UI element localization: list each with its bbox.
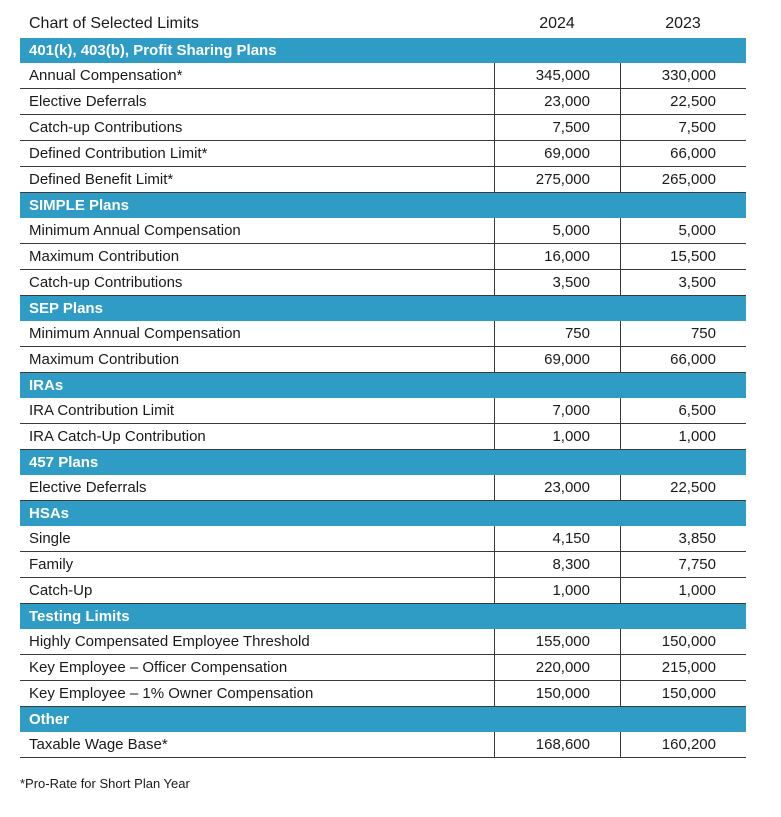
table-row bbox=[20, 115, 746, 141]
value-2024: 7,000 bbox=[494, 398, 620, 423]
value-2023: 150,000 bbox=[620, 629, 746, 654]
table-row bbox=[20, 141, 746, 167]
table-row bbox=[20, 629, 746, 655]
value-2023: 7,500 bbox=[620, 115, 746, 140]
footnote: *Pro-Rate for Short Plan Year bbox=[20, 776, 190, 791]
value-2023: 5,000 bbox=[620, 218, 746, 243]
value-2023: 265,000 bbox=[620, 167, 746, 192]
value-2024: 345,000 bbox=[494, 63, 620, 88]
value-2024: 23,000 bbox=[494, 89, 620, 114]
value-2023: 215,000 bbox=[620, 655, 746, 680]
value-2024: 69,000 bbox=[494, 141, 620, 166]
value-2024: 220,000 bbox=[494, 655, 620, 680]
column-header-2024: 2024 bbox=[539, 15, 575, 32]
value-2023: 66,000 bbox=[620, 141, 746, 166]
row-label: Maximum Contribution bbox=[29, 351, 180, 368]
value-2024: 1,000 bbox=[494, 424, 620, 449]
table-row bbox=[20, 270, 746, 296]
row-label: IRA Catch-Up Contribution bbox=[29, 428, 206, 445]
row-label: Elective Deferrals bbox=[29, 93, 147, 110]
section-header: SIMPLE Plans bbox=[20, 193, 746, 218]
value-2023: 3,850 bbox=[620, 526, 746, 551]
value-2023: 6,500 bbox=[620, 398, 746, 423]
table-row bbox=[20, 244, 746, 270]
table-row bbox=[20, 578, 746, 604]
value-2024: 3,500 bbox=[494, 270, 620, 295]
value-2024: 750 bbox=[494, 321, 620, 346]
value-2023: 7,750 bbox=[620, 552, 746, 577]
value-2024: 275,000 bbox=[494, 167, 620, 192]
table-row bbox=[20, 681, 746, 707]
table-row bbox=[20, 347, 746, 373]
column-header-2023: 2023 bbox=[665, 15, 701, 32]
table-body bbox=[20, 38, 746, 758]
row-label: Taxable Wage Base* bbox=[29, 736, 168, 753]
row-label: Highly Compensated Employee Threshold bbox=[29, 633, 310, 650]
table-row bbox=[20, 552, 746, 578]
value-2023: 22,500 bbox=[620, 89, 746, 114]
value-2024: 7,500 bbox=[494, 115, 620, 140]
row-label: Single bbox=[29, 530, 71, 547]
section-header: HSAs bbox=[20, 501, 746, 526]
table-row bbox=[20, 63, 746, 89]
section-header: Testing Limits bbox=[20, 604, 746, 629]
row-label: Elective Deferrals bbox=[29, 479, 147, 496]
table-title: Chart of Selected Limits bbox=[29, 15, 199, 32]
value-2024: 69,000 bbox=[494, 347, 620, 372]
limits-table bbox=[20, 10, 746, 758]
value-2023: 3,500 bbox=[620, 270, 746, 295]
row-label: Minimum Annual Compensation bbox=[29, 222, 241, 239]
section-header: IRAs bbox=[20, 373, 746, 398]
value-2023: 330,000 bbox=[620, 63, 746, 88]
table-row bbox=[20, 526, 746, 552]
row-label: Key Employee – 1% Owner Compensation bbox=[29, 685, 314, 702]
row-label: Key Employee – Officer Compensation bbox=[29, 659, 288, 676]
table-row bbox=[20, 398, 746, 424]
row-label: Catch-up Contributions bbox=[29, 119, 183, 136]
value-2023: 22,500 bbox=[620, 475, 746, 500]
value-2024: 150,000 bbox=[494, 681, 620, 706]
section-header: 401(k), 403(b), Profit Sharing Plans bbox=[20, 38, 746, 63]
value-2024: 5,000 bbox=[494, 218, 620, 243]
section-header: 457 Plans bbox=[20, 450, 746, 475]
table-row bbox=[20, 424, 746, 450]
table-row bbox=[20, 89, 746, 115]
value-2024: 16,000 bbox=[494, 244, 620, 269]
table-row bbox=[20, 167, 746, 193]
row-label: Annual Compensation* bbox=[29, 67, 183, 84]
value-2023: 15,500 bbox=[620, 244, 746, 269]
table-row bbox=[20, 218, 746, 244]
row-label: Family bbox=[29, 556, 74, 573]
row-label: Maximum Contribution bbox=[29, 248, 180, 265]
table-row bbox=[20, 655, 746, 681]
table-row bbox=[20, 321, 746, 347]
table-row bbox=[20, 732, 746, 758]
table-row bbox=[20, 475, 746, 501]
value-2024: 23,000 bbox=[494, 475, 620, 500]
value-2023: 750 bbox=[620, 321, 746, 346]
value-2023: 1,000 bbox=[620, 578, 746, 603]
value-2023: 1,000 bbox=[620, 424, 746, 449]
value-2024: 4,150 bbox=[494, 526, 620, 551]
row-label: Defined Benefit Limit* bbox=[29, 171, 174, 188]
row-label: Minimum Annual Compensation bbox=[29, 325, 241, 342]
value-2023: 150,000 bbox=[620, 681, 746, 706]
row-label: Catch-Up bbox=[29, 582, 93, 599]
table-header-row bbox=[20, 10, 746, 38]
value-2023: 160,200 bbox=[620, 732, 746, 757]
value-2024: 168,600 bbox=[494, 732, 620, 757]
section-header: SEP Plans bbox=[20, 296, 746, 321]
value-2024: 1,000 bbox=[494, 578, 620, 603]
row-label: Defined Contribution Limit* bbox=[29, 145, 208, 162]
row-label: IRA Contribution Limit bbox=[29, 402, 175, 419]
value-2024: 8,300 bbox=[494, 552, 620, 577]
row-label: Catch-up Contributions bbox=[29, 274, 183, 291]
value-2023: 66,000 bbox=[620, 347, 746, 372]
section-header: Other bbox=[20, 707, 746, 732]
value-2024: 155,000 bbox=[494, 629, 620, 654]
